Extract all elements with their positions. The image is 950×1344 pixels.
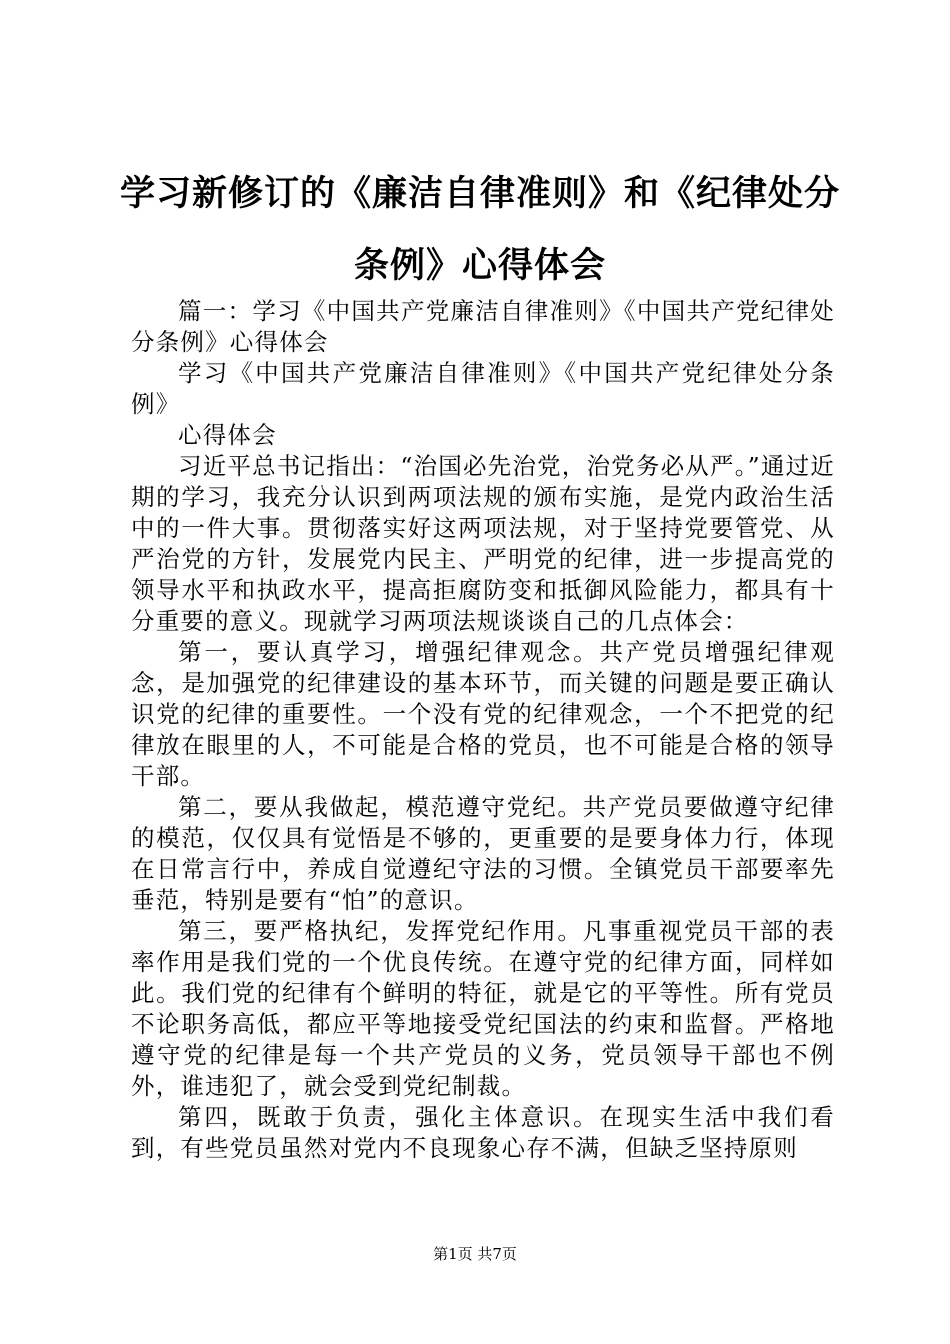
title-line-2: 条例》心得体会 — [353, 245, 606, 286]
paragraph: 学习《中国共产党廉洁自律准则》《中国共产党纪律处分条例》 — [131, 359, 835, 418]
page-footer: 第1页 共7页 — [433, 1245, 517, 1263]
paragraph: 心得体会 — [178, 421, 277, 449]
paragraph: 第四，既敢于负责，强化主体意识。在现实生活中我们看到，有些党员虽然对党内不良现象心存不满，但缺乏坚持原则 — [131, 1103, 835, 1162]
paragraph: 篇一：学习《中国共产党廉洁自律准则》《中国共产党纪律处分条例》心得体会 — [131, 297, 835, 356]
paragraph: 习近平总书记指出：“治国必先治党，治党务必从严。”通过近期的学习，我充分认识到两项法规的颁布实施，是党内政治生活中的一件大事。贯彻落实好这两项法规，对于坚持党要管党、从严治党的方针，发展党内民主、严明党的纪律，进一步提高党的领导水平和执政水平，提高拒腐防变和抵御风险能力，都具有十分重要的意义。现就学习两项法规谈谈自己的几点体会： — [131, 452, 835, 635]
paragraph: 第一，要认真学习，增强纪律观念。共产党员增强纪律观念，是加强党的纪律建设的基本环节，而关键的问题是要正确认识党的纪律的重要性。一个没有党的纪律观念，一个不把党的纪律放在眼里的人，不可能是合格的党员，也不可能是合格的领导干部。 — [131, 638, 835, 790]
paragraph: 第三，要严格执纪，发挥党纪作用。凡事重视党员干部的表率作用是我们党的一个优良传统。在遵守党的纪律方面，同样如此。我们党的纪律有个鲜明的特征，就是它的平等性。所有党员不论职务高低，都应平等地接受党纪国法的约束和监督。严格地遵守党的纪律是每一个共产党员的义务，党员领导干部也不例外，谁违犯了，就会受到党纪制裁。 — [131, 917, 835, 1100]
title-line-1: 学习新修订的《廉洁自律准则》和《纪律处分 — [120, 173, 841, 214]
document-body — [131, 296, 835, 1164]
document-title — [120, 158, 840, 302]
paragraph: 第二，要从我做起，模范遵守党纪。共产党员要做遵守纪律的模范，仅仅具有觉悟是不够的，更重要的是要身体力行，体现在日常言行中，养成自觉遵纪守法的习惯。全镇党员干部要率先垂范，特别是要有“怕”的意识。 — [131, 793, 835, 914]
